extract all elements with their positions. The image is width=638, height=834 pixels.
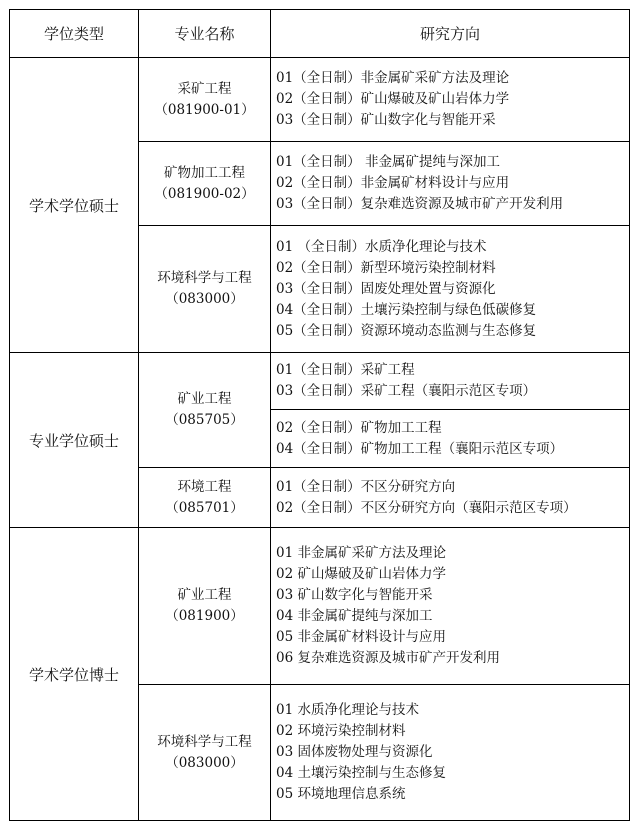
- direction-item: 01 水质净化理论与技术: [276, 702, 419, 718]
- direction-item: 02（全日制）新型环境污染控制材料: [276, 259, 496, 276]
- major-name: 环境科学与工程: [157, 270, 252, 286]
- major-cell: [139, 685, 271, 821]
- direction-item: 03 固体废物处理与资源化: [276, 744, 433, 760]
- direction-item: 01（全日制）非金属矿采矿方法及理论: [276, 70, 510, 86]
- major-name: 环境工程: [177, 478, 232, 495]
- major-name: 采矿工程: [177, 80, 232, 97]
- major-name: 矿业工程: [177, 587, 232, 603]
- direction-item: 02（全日制）矿物加工工程: [276, 419, 442, 436]
- major-cell: [139, 468, 271, 528]
- header-degree-type: 学位类型: [10, 10, 139, 58]
- directions-cell: [271, 142, 630, 226]
- direction-item: 04（全日制）土壤污染控制与绿色低碳修复: [276, 301, 537, 318]
- directions-cell: [271, 58, 630, 142]
- major-code: （081900-02）: [154, 185, 255, 202]
- direction-item: 01 （全日制）水质净化理论与技术: [276, 238, 487, 255]
- header-research-direction: 研究方向: [271, 10, 630, 58]
- direction-item: 02（全日制）非金属矿材料设计与应用: [276, 175, 510, 191]
- major-cell: [139, 528, 271, 685]
- table-row: [10, 528, 630, 685]
- degree-type-cell: 学术学位硕士: [10, 58, 139, 353]
- major-code: （081900）: [165, 608, 244, 624]
- major-cell: [139, 226, 271, 353]
- table-row: [10, 353, 630, 410]
- directions-cell: [271, 685, 630, 821]
- direction-item: 02（全日制）不区分研究方向（襄阳示范区专项）: [276, 499, 577, 516]
- degree-type-cell: 专业学位硕士: [10, 353, 139, 528]
- major-name: 矿物加工工程: [164, 164, 245, 181]
- direction-item: 04（全日制）矿物加工工程（襄阳示范区专项）: [276, 440, 564, 457]
- header-row: [10, 10, 630, 58]
- direction-item: 04 土壤污染控制与生态修复: [276, 765, 446, 781]
- directions-cell: [271, 468, 630, 528]
- major-name: 环境科学与工程: [157, 733, 252, 750]
- directions-cell: [271, 226, 630, 353]
- major-code: （085705）: [165, 412, 244, 428]
- major-code: （083000）: [165, 291, 244, 307]
- directions-cell: [271, 410, 630, 468]
- direction-item: 01（全日制） 非金属矿提纯与深加工: [276, 154, 500, 170]
- directions-cell: [271, 528, 630, 685]
- direction-item: 02 环境污染控制材料: [276, 723, 406, 739]
- major-code: （085701）: [165, 499, 244, 516]
- direction-item: 01（全日制）采矿工程: [276, 362, 415, 378]
- direction-item: 03（全日制）固废处理处置与资源化: [276, 280, 496, 297]
- major-cell: [139, 142, 271, 226]
- direction-item: 05（全日制）资源环境动态监测与生态修复: [276, 322, 537, 339]
- direction-item: 04 非金属矿提纯与深加工: [276, 608, 433, 624]
- major-code: （083000）: [165, 754, 244, 771]
- direction-item: 05 非金属矿材料设计与应用: [276, 629, 446, 645]
- direction-item: 01 非金属矿采矿方法及理论: [276, 545, 446, 561]
- header-major-name: 专业名称: [139, 10, 271, 58]
- direction-item: 02 矿山爆破及矿山岩体力学: [276, 566, 446, 582]
- degree-type-cell: 学术学位博士: [10, 528, 139, 821]
- direction-item: 03（全日制）矿山数字化与智能开采: [276, 112, 496, 128]
- direction-item: 02（全日制）矿山爆破及矿山岩体力学: [276, 91, 510, 107]
- direction-item: 01（全日制）不区分研究方向: [276, 478, 456, 495]
- major-cell: [139, 353, 271, 468]
- direction-item: 03（全日制）复杂难选资源及城市矿产开发利用: [276, 196, 564, 212]
- directions-cell: [271, 353, 630, 410]
- program-table: [9, 9, 630, 821]
- direction-item: 03 矿山数字化与智能开采: [276, 587, 433, 603]
- major-name: 矿业工程: [177, 391, 232, 407]
- major-cell: [139, 58, 271, 142]
- direction-item: 06 复杂难选资源及城市矿产开发利用: [276, 650, 500, 666]
- major-code: （081900-01）: [154, 101, 255, 118]
- direction-item: 03（全日制）采矿工程（襄阳示范区专项）: [276, 383, 537, 399]
- table-row: [10, 58, 630, 142]
- direction-item: 05 环境地理信息系统: [276, 786, 406, 802]
